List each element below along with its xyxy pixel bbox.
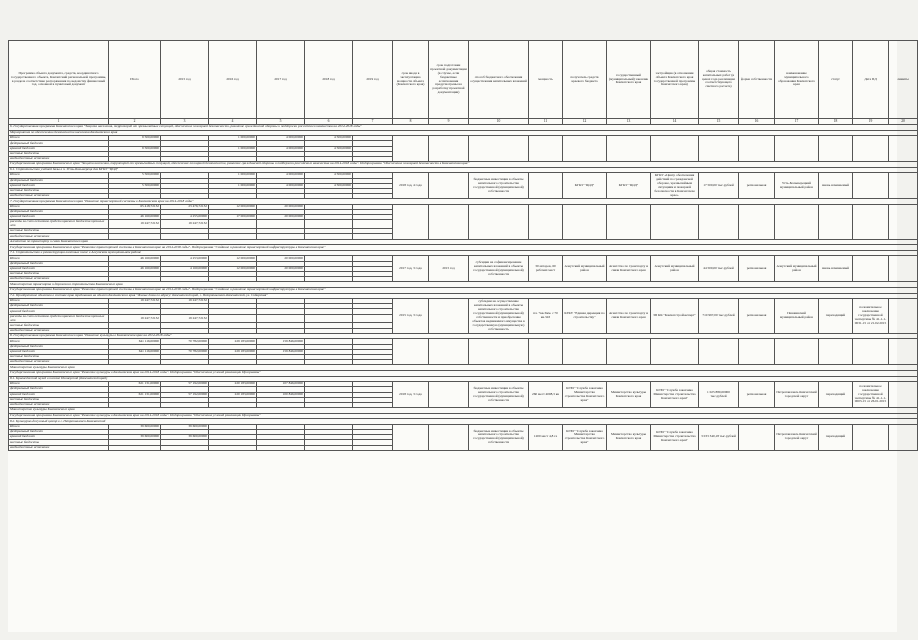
detail-cell: бюджетные инвестиции в объекты капитального строительства государственной (муниципальной) собственности [469,382,529,408]
column-number: 3 [161,119,209,125]
amount-cell [161,445,209,450]
row-label: Итого [9,424,109,429]
row-label: местные бюджеты [9,397,109,402]
row-label: местные бюджеты [9,188,109,193]
detail-cell: Петропавловск-Камчатский городской округ [775,424,819,450]
detail-cell: субсидии на софинансирование капитальных вложений в объекты государственной (муниципальной) собственности [469,256,529,282]
detail-cell: 2015 год [429,256,469,282]
amount-cell: 23 476,72132 [161,204,209,209]
section-title: 7.2. Приобретение объектов в составе прав требования на объект Камчатского края "Жилые дома по адресу: Камчатский край, г. Петропавловск-Камчатский, ул. Сибирская" [9,293,918,299]
column-number: 10 [469,119,529,125]
detail-cell [607,339,651,365]
row-label: федеральный бюджет [9,261,109,266]
detail-cell: Агентство по транспорту и связи Камчатского края [607,256,651,282]
column-header: государственный (муниципальный) заказчик Камчатского края [607,41,651,119]
row-label: краевой бюджет [9,349,109,354]
amount-cell: 1 000,00000 [209,173,257,178]
detail-cell [889,299,918,334]
amount-cell: 4 253,00000 [161,256,209,261]
column-header: форма собственности [739,41,775,119]
amount-cell [209,220,257,229]
amount-cell [305,314,353,323]
column-number: 1 [9,119,109,125]
detail-cell: 260 мест 4008,3 кв [529,382,563,408]
section-title: Мероприятия по обеспечению безопасности населения Камчатского края [9,130,918,136]
row-label: федеральный бюджет [9,141,109,146]
amount-cell [209,314,257,323]
detail-cell: 2017 год, 3 года [393,256,429,282]
detail-cell [775,339,819,365]
row-label: местные бюджеты [9,151,109,156]
section-title: Государственная программа Камчатского края "Защита населения, территорий от чрезвычайных ситуаций, обеспечение пожарной безопасности, развитие гражданской обороны и поддержки российского казачества на 2014-2018 годы". Подпрограмма "Обеспечение пожарной безопасности в Камчатском крае" [9,162,918,168]
row-label: краевой бюджет [9,146,109,151]
detail-cell [429,339,469,365]
column-number: 20 [889,119,918,125]
amount-cell: 621 131,00000 [109,392,161,397]
column-header: застройщик (в отношении объекта Камчатского края государственной программы Камчатского края) [651,41,699,119]
detail-cell [889,424,918,450]
column-number: 7 [353,119,393,125]
amount-cell: 70 782,00000 [161,339,209,344]
detail-cell [529,339,563,365]
detail-cell [563,204,607,239]
amount-cell: 107 846,00000 [257,382,305,387]
amount-cell: 4 500,00000 [305,136,353,141]
detail-cell [889,173,918,199]
row-label: федеральный бюджет [9,344,109,349]
amount-cell: 641 116,00000 [109,349,161,354]
detail-cell: 3 033 340,18 тыс.рублей [699,424,739,450]
row-label: Итого [9,136,109,141]
detail-cell [699,136,739,162]
row-label: внебюджетные источники [9,234,109,239]
amount-cell [109,445,161,450]
row-label: местные бюджеты [9,440,109,445]
header-row [9,41,918,119]
row-label: федеральный бюджет [9,178,109,183]
amount-cell: 19 247,72132 [109,314,161,323]
amount-cell: 19 247,72132 [109,299,161,304]
detail-cell [607,136,651,162]
amount-cell: 4 000,00000 [257,183,305,188]
table-row [9,382,918,387]
detail-cell: региональная [739,256,775,282]
detail-cell [775,204,819,239]
amount-cell: 39 600,00000 [109,435,161,440]
detail-cell: КГКУ "Единая дирекция по строительству" [563,299,607,334]
detail-cell [429,173,469,199]
detail-cell: положительное заключение государственной экспертизы № 41-1-1-0003-15 от 26.01.2015 [853,382,889,408]
column-number: 12 [563,119,607,125]
section-title: Государственная программа Камчатского края "Развитие транспортной системы в Камчатском крае на 2014-2018 годы". Подпрограмма "Создание и развитие транспортной инфраструктуры в Камчатском крае" [9,287,918,293]
detail-cell: КГБУ "Служба заказчика Министерства строительства Камчатского края" [563,382,607,408]
column-number: 16 [739,119,775,125]
detail-cell: Петропавловск-Камчатский городской округ [775,382,819,408]
row-label: Итого [9,339,109,344]
amount-cell [209,445,257,450]
amount-cell: 46 160,00000 [109,215,161,220]
detail-cell [651,204,699,239]
amount-cell: 4 255,00000 [161,215,209,220]
amount-cell: 1 000,00000 [209,136,257,141]
detail-cell: бюджетные инвестиции в объекты капитального строительства государственной (муниципальной) собственности [469,424,529,450]
row-label: местные бюджеты [9,229,109,234]
detail-cell: 2018 год, 3 года [393,382,429,408]
detail-cell: 2018 год, 4 года [393,173,429,199]
detail-cell [889,382,918,408]
amount-cell: 19 247,72132 [161,299,209,304]
row-label: местные бюджеты [9,323,109,328]
amount-cell: 39 600,00000 [161,424,209,429]
amount-cell: 12 000,00000 [209,256,257,261]
section-title: Государственная программа Камчатского края "Развитие культуры в Камчатском крае на 2014-2018 годы". Подпрограмма "Обеспечение условий реализации Программы" [9,413,918,419]
column-header: Программа объекта документа, средств, координатного государственного объекта, Камчатский региональной программы, в разделе соответствие распоряжения по ведомству финансовый год, основной в пунктовый документ [9,41,109,119]
amount-cell [257,445,305,450]
row-label: федеральный бюджет [9,210,109,215]
table-row [9,299,918,304]
detail-cell [393,424,429,450]
amount-cell: 220 183,00000 [209,392,257,397]
detail-cell [699,204,739,239]
amount-cell: 39 600,00000 [161,435,209,440]
detail-cell [529,136,563,162]
column-number: 4 [209,119,257,125]
amount-cell [257,314,305,323]
amount-cell: 17 000,00000 [209,215,257,220]
row-label: расходы за счет остатков средств краевого бюджета прошлых лет [9,220,109,229]
detail-cell [393,339,429,365]
amount-cell [353,220,393,229]
amount-cell: 4 500,00000 [305,146,353,151]
amount-cell [305,220,353,229]
column-number: 13 [607,119,651,125]
row-label: внебюджетные источники [9,360,109,365]
detail-cell: Алеутский муниципальный район [651,256,699,282]
detail-cell: 30 авторов, 60 рабочих мест [529,256,563,282]
row-label: краевой бюджет [9,435,109,440]
detail-cell [563,136,607,162]
detail-cell [529,173,563,199]
amount-cell: 57 192,00000 [161,382,209,387]
detail-cell: 2015 год, 3 года [393,299,429,334]
table-row [9,256,918,261]
detail-cell [739,136,775,162]
detail-cell [853,424,889,450]
column-number: 5 [257,119,305,125]
detail-cell [819,339,853,365]
detail-cell: Министерство культуры Камчатского края [607,424,651,450]
row-label: местные бюджеты [9,355,109,360]
amount-cell: 12 000,00000 [209,266,257,271]
detail-cell: КГБУ "Служба заказчика Министерства строительства Камчатского края" [651,424,699,450]
column-number: 17 [775,119,819,125]
column-number: 15 [699,119,739,125]
detail-cell: ЗП КК "Камчатстройэксперт" [651,299,699,334]
amount-cell: 4 500,00000 [305,183,353,188]
amount-cell: 229 183,00000 [209,349,257,354]
section-title: Агентство по транспорту и связи Камчатского края [9,239,918,245]
detail-cell: Пенжинский муниципальный район [775,299,819,334]
amount-cell: 19 247,72132 [109,220,161,229]
amount-cell: 229 183,00000 [209,339,257,344]
detail-cell: Министерство культуры Камчатского края [607,382,651,408]
detail-cell [889,256,918,282]
detail-cell [853,256,889,282]
detail-cell: Агентство по транспорту и связи Камчатского края [607,299,651,334]
detail-cell: 17 500,00 тыс.рублей [699,173,739,199]
amount-cell: 4 500,00000 [305,173,353,178]
column-header: 2015 год [161,41,209,119]
row-label: внебюджетные источники [9,445,109,450]
detail-cell [853,136,889,162]
detail-cell [889,136,918,162]
column-header: срок подготовки проектной документации (в случае, если бюджетные ассигнования предусмотрены на разработку проектной документации) [429,41,469,119]
row-label: Итого [9,382,109,387]
section-title: Министерство культуры Камчатского края [9,365,918,371]
row-label: краевой бюджет [9,392,109,397]
detail-cell: Алеутский муниципальный район [563,256,607,282]
amount-cell: 4 000,00000 [257,173,305,178]
section-title: Министерство транспорта и дорожного строительства Камчатского края [9,282,918,288]
detail-cell [393,204,429,239]
amount-cell: 159 846,00000 [257,339,305,344]
column-header: Дата ПД [853,41,889,119]
column-number: 8 [393,119,429,125]
detail-cell: КГКУ "ЦОД" [563,173,607,199]
amount-cell: 20 000,00000 [257,204,305,209]
detail-cell: 44 500,00 тыс.рублей [699,256,739,282]
row-label: внебюджетные источники [9,277,109,282]
row-label: внебюджетные источники [9,402,109,407]
column-header: Итого [109,41,161,119]
row-label: расходы за счет остатков средств краевого бюджета прошлых лет [9,314,109,323]
amount-cell [353,445,393,450]
detail-cell [853,173,889,199]
column-header: статус [819,41,853,119]
row-label: краевой бюджет [9,183,109,188]
column-number: 18 [819,119,853,125]
detail-cell [889,339,918,365]
amount-cell: 220 183,00000 [209,382,257,387]
section-title: 7. Государственная программа Камчатского края "Развитие транспортной системы в Камчатском крае на 2014-2018 годы" [9,199,918,205]
detail-cell [819,136,853,162]
detail-cell: Усть-Большерецкий муниципальный район [775,173,819,199]
detail-cell [739,339,775,365]
column-number: 11 [529,119,563,125]
amount-cell: 5 500,00000 [109,183,161,188]
detail-cell [429,204,469,239]
detail-cell: положительное заключение государственной экспертизы № 41-1-1-0031-15 от 21.02.2015 [853,299,889,334]
detail-cell [429,382,469,408]
column-header: 2018 год [305,41,353,119]
amount-cell: 20 000,00000 [257,256,305,261]
amount-cell: 46 160,00000 [109,266,161,271]
column-header: 2016 год [209,41,257,119]
amount-cell: 20 000,00000 [257,215,305,220]
table-row [9,424,918,429]
detail-cell [563,339,607,365]
section-title: 7.1. Строительство и реконструкция взлетных полос в Алеутском муниципальном районе [9,250,918,256]
amount-cell: 4 000,00000 [257,146,305,151]
detail-cell [393,136,429,162]
amount-cell: 20 000,00000 [257,266,305,271]
table-row [9,173,918,178]
detail-cell: переходящий [819,424,853,450]
amount-cell: 46 160,00000 [109,256,161,261]
column-header: 2019 год [353,41,393,119]
detail-cell: Алеутский муниципальный район [775,256,819,282]
detail-cell [739,204,775,239]
row-label: внебюджетные источники [9,156,109,161]
capital-investment-table [8,40,918,451]
section-title: Государственная программа Камчатского края "Развитие транспортной системы в Камчатском крае на 2014-2018 годы". Подпрограмма "Создание и развитие транспортной инфраструктуры в Камчатском крае" [9,245,918,251]
amount-cell: 65 418,72132 [109,204,161,209]
section-title: Министерство культуры Камчатского края [9,408,918,414]
detail-cell: КГБУ "Служба заказчика Министерства строительства Камчатского края" [651,382,699,408]
row-label: краевой бюджет [9,215,109,220]
amount-cell: 9 500,00000 [109,146,161,151]
column-number: 19 [853,119,889,125]
amount-cell: 70 782,00000 [161,349,209,354]
column-header: лимиты [889,41,918,119]
column-header: наименование муниципального образования Камчатского края [775,41,819,119]
amount-cell: 1 000,00000 [209,146,257,151]
row-label: местные бюджеты [9,271,109,276]
detail-cell [469,339,529,365]
row-label: Итого [9,173,109,178]
amount-cell: 19 247,72132 [161,220,209,229]
amount-cell: 1 000,00000 [209,183,257,188]
amount-cell: 621 131,00000 [109,382,161,387]
section-title: Государственная программа Камчатского края "Развитие культуры в Камчатском крае на 2014-2018 годы". Подпрограмма "Обеспечение условий реализации Программы" [9,370,918,376]
column-number: 6 [305,119,353,125]
table-row [9,204,918,209]
column-number: 9 [429,119,469,125]
row-label: Итого [9,204,109,209]
detail-cell: региональная [739,173,775,199]
detail-cell: региональная [739,299,775,334]
section-title: 8.2. Культурно-досуговый центр в г. Петропавловск-Камчатский [9,419,918,425]
detail-cell [607,204,651,239]
column-number: 2 [109,119,161,125]
detail-cell: вновь начинаемый [819,173,853,199]
row-label: Итого [9,299,109,304]
detail-cell: КГКУ «Центр обеспечения действий по гражданской обороне, чрезвычайным ситуациям и пожарной безопасности в Камчатском крае» [651,173,699,199]
amount-cell: 4 000,00000 [257,136,305,141]
detail-cell: 710 997,00 тыс.рублей [699,299,739,334]
detail-cell: субсидии на осуществление капитальных вложений в объекты капитального строительства государственной (муниципальной) собственности и приобретение объектов недвижимого имущества в государственную (муниципальную) собственность [469,299,529,334]
section-title: 6. Государственная программа Камчатского края "Защита населения, территорий от чрезвычайных ситуаций, обеспечение пожарной безопасности, развитие гражданской обороны и поддержки российского казачества на 2014-2018 годы" [9,125,918,131]
column-header: способ бюджетного обеспечения осуществления капитальных вложений [469,41,529,119]
amount-cell: 39 600,00000 [109,424,161,429]
amount-cell: 9 500,00000 [109,136,161,141]
detail-cell [429,299,469,334]
amount-cell: 5 500,00000 [109,173,161,178]
column-number: 14 [651,119,699,125]
detail-cell: пл. +кв.3мм. с 70 кв.343 [529,299,563,334]
column-header: 2017 год [257,41,305,119]
detail-cell: переходящий [819,299,853,334]
amount-cell [257,220,305,229]
row-label: краевой бюджет [9,266,109,271]
detail-cell [853,204,889,239]
detail-cell [529,204,563,239]
detail-cell: вновь начинаемый [819,256,853,282]
row-label: федеральный бюджет [9,387,109,392]
amount-cell: 641 116,00000 [109,339,161,344]
document-sheet [8,40,909,632]
detail-cell [469,204,529,239]
table-row [9,136,918,141]
row-label: внебюджетные источники [9,328,109,333]
detail-cell [739,424,775,450]
detail-cell [429,424,469,450]
row-label: внебюджетные источники [9,194,109,199]
row-label: федеральный бюджет [9,304,109,309]
detail-cell [651,136,699,162]
detail-cell [775,136,819,162]
detail-cell: региональная [739,382,775,408]
detail-cell: переходящий [819,382,853,408]
amount-cell [305,445,353,450]
amount-cell [353,314,393,323]
detail-cell: бюджетные инвестиции в объекты капитального строительства государственной (муниципальной) собственности [469,173,529,199]
detail-cell [853,339,889,365]
detail-cell [651,339,699,365]
column-header: общая стоимость капитальных работ (в ценах года реализации соответствующего сметного расчета) [699,41,739,119]
detail-cell [699,339,739,365]
amount-cell: 19 247,72132 [161,314,209,323]
table-row [9,339,918,344]
section-title: 6.1. Строительство учебной базы в п. Усть-Большерецк для КГКУ "ЦОД" [9,167,918,173]
column-header: получатель средств краевого бюджета [563,41,607,119]
section-title: 8.1. Краеведческий музей в поселке Пионерский (Камчатский край) [9,376,918,382]
detail-cell: 1200 мест 4,8 га [529,424,563,450]
detail-cell [889,204,918,239]
detail-cell [469,136,529,162]
column-header: мощность [529,41,563,119]
row-label: Итого [9,256,109,261]
amount-cell: 57 192,00000 [161,392,209,397]
row-label: федеральный бюджет [9,430,109,435]
column-header: срок ввода в эксплуатацию мощности объекта (Камчатского края) [393,41,429,119]
row-label: краевой бюджет [9,309,109,314]
detail-cell: 1 025 880,00000 тыс.рублей [699,382,739,408]
amount-cell: 159 846,00000 [257,349,305,354]
amount-cell: 12 000,00000 [209,204,257,209]
amount-cell: 4 160,00000 [161,266,209,271]
detail-cell: КГКУ "ЦОД" [607,173,651,199]
detail-cell [429,136,469,162]
detail-cell [819,204,853,239]
amount-cell: 100 846,00000 [257,392,305,397]
detail-cell: КГБУ "Служба заказчика Министерства строительства Камчатского края" [563,424,607,450]
table-body [9,125,918,451]
section-title: 8. Государственная программа Камчатского края "Развитие культуры в Камчатском крае на 2014-2018 годы" [9,333,918,339]
